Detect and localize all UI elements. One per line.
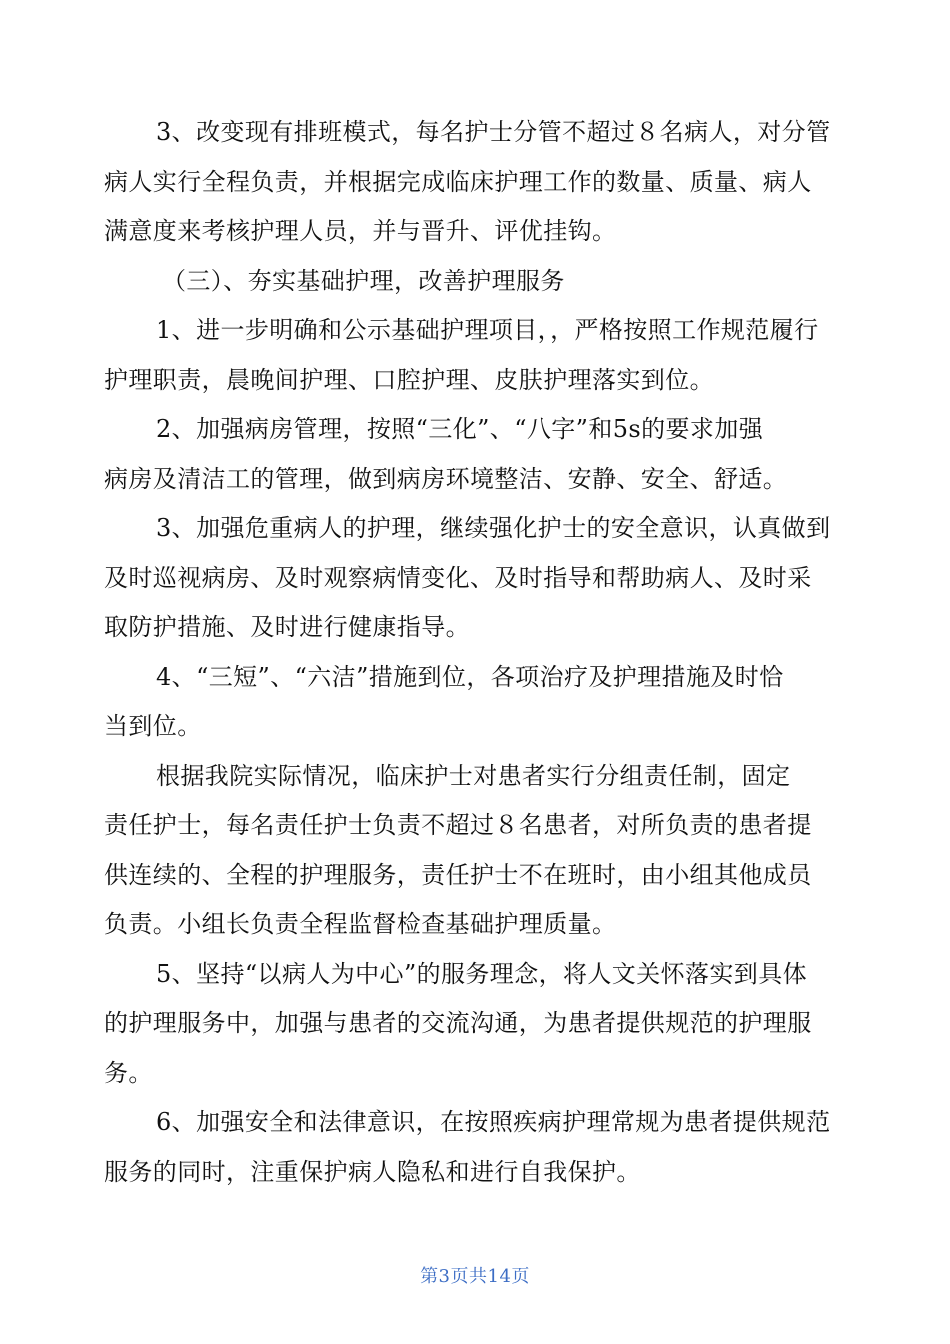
text-line: 4、“三短”、“六洁”措施到位，各项治疗及护理措施及时恰 bbox=[156, 662, 784, 691]
text-line: 病房及清洁工的管理，做到病房环境整洁、安静、安全、舒适。 bbox=[104, 464, 788, 493]
paragraph-1-basic-care bbox=[104, 306, 844, 405]
text-line: 的护理服务中，加强与患者的交流沟通，为患者提供规范的护理服 bbox=[104, 1009, 812, 1037]
paragraph-2-ward-management bbox=[104, 405, 844, 504]
text-line: 满意度来考核护理人员，并与晋升、评优挂钩。 bbox=[104, 217, 617, 245]
text-line: 1、进一步明确和公示基础护理项目，，严格按照工作规范履行 bbox=[156, 316, 819, 344]
section-heading-3 bbox=[104, 257, 844, 307]
text-line: 负责。小组长负责全程监督检查基础护理质量。 bbox=[104, 910, 617, 938]
text-line: 2、加强病房管理，按照“三化”、“八字”和5s的要求加强 bbox=[156, 415, 764, 443]
page-number-footer: 第3页共14页 bbox=[420, 1266, 530, 1287]
text-line: 3、加强危重病人的护理，继续强化护士的安全意识，认真做到 bbox=[156, 514, 831, 542]
document-body bbox=[104, 108, 844, 1197]
text-line: 5、坚持“以病人为中心”的服务理念，将人文关怀落实到具体 bbox=[156, 959, 808, 988]
paragraph-3-shift-mode bbox=[104, 108, 844, 257]
text-line: 6、加强安全和法律意识，在按照疾病护理常规为患者提供规范 bbox=[156, 1108, 831, 1136]
text-line: 及时巡视病房、及时观察病情变化、及时指导和帮助病人、及时采 bbox=[104, 563, 812, 592]
text-line: 服务的同时，注重保护病人隐私和进行自我保护。 bbox=[104, 1157, 641, 1186]
text-line: 护理职责，晨晚间护理、口腔护理、皮肤护理落实到位。 bbox=[104, 365, 714, 394]
paragraph-5-patient-centered bbox=[104, 950, 844, 1099]
paragraph-3-critical-care bbox=[104, 504, 844, 653]
paragraph-responsibility-system bbox=[104, 752, 844, 950]
text-line: 3、改变现有排班模式，每名护士分管不超过８名病人，对分管 bbox=[156, 118, 831, 146]
text-line: （三）、夯实基础护理，改善护理服务 bbox=[162, 266, 565, 295]
text-line: 病人实行全程负责，并根据完成临床护理工作的数量、质量、病人 bbox=[104, 167, 812, 196]
text-line: 务。 bbox=[104, 1058, 153, 1087]
text-line: 责任护士，每名责任护士负责不超过８名患者，对所负责的患者提 bbox=[104, 811, 812, 839]
text-line: 根据我院实际情况，临床护士对患者实行分组责任制，固定 bbox=[156, 761, 791, 790]
paragraph-4-measures bbox=[104, 653, 844, 752]
text-line: 当到位。 bbox=[104, 712, 202, 740]
text-line: 供连续的、全程的护理服务，责任护士不在班时，由小组其他成员 bbox=[104, 860, 812, 889]
paragraph-6-safety-law bbox=[104, 1098, 844, 1197]
text-line: 取防护措施、及时进行健康指导。 bbox=[104, 613, 470, 641]
